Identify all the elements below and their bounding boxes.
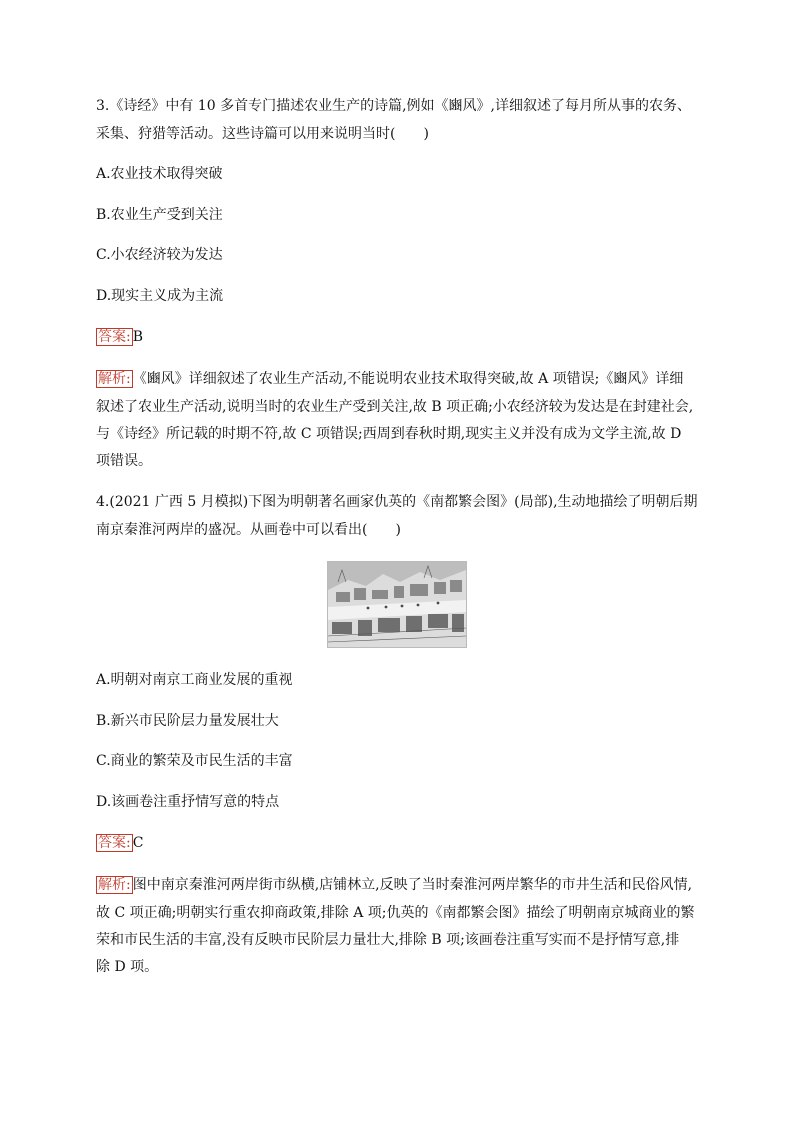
painting-sketch: [328, 562, 466, 647]
q4-option-d: D.该画卷注重抒情写意的特点: [96, 794, 280, 810]
answer-tag: 答案:: [98, 329, 131, 345]
q3-analysis-line-2: 叙述了农业生产活动,说明当时的农业生产受到关注,故 B 项正确;小农经济较为发达是在封建社会,: [96, 399, 694, 415]
painting-image: [327, 561, 467, 648]
q4-answer: [96, 833, 706, 853]
q4-stem-line-2: 南京秦淮河两岸的盛况。从画卷中可以看出( ): [96, 522, 401, 538]
q4-answer-value: C: [132, 835, 144, 851]
q3-option-a: A.农业技术取得突破: [96, 166, 223, 182]
q3-option-d: D.现实主义成为主流: [96, 288, 224, 304]
q4-option-c: C.商业的繁荣及市民生活的丰富: [96, 753, 293, 769]
analysis-tag: 解析:: [98, 371, 131, 387]
q3-analysis-line-3: 与《诗经》所记载的时期不符,故 C 项错误;西周到春秋时期,现实主义并没有成为文学主流,故 D: [96, 426, 682, 442]
q3-stem-line-2: 采集、狩猎等活动。这些诗篇可以用来说明当时( ): [96, 126, 429, 142]
q4-analysis-line-3: 荣和市民生活的丰富,没有反映市民阶层力量壮大,排除 B 项;该画卷注重写实而不是抒情写意,排: [96, 932, 680, 948]
answer-tag: 答案:: [98, 835, 131, 851]
q3-analysis-line-1: [96, 369, 706, 389]
q4-analysis-line-2: 故 C 项正确;明朝实行重农抑商政策,排除 A 项;仇英的《南都繁会图》描绘了明朝南京城商业的繁: [96, 905, 695, 921]
q3-option-b: B.农业生产受到关注: [96, 207, 223, 223]
analysis-tag: 解析:: [98, 877, 131, 893]
q4-analysis-line-4: 除 D 项。: [96, 959, 159, 975]
q4-analysis-text-1: 图中南京秦淮河两岸街市纵横,店铺林立,反映了当时秦淮河两岸繁华的市井生活和民俗风情,: [132, 877, 693, 893]
q4-analysis-line-1: [96, 875, 706, 895]
q3-answer-value: B: [132, 329, 144, 345]
q4-option-b: B.新兴市民阶层力量发展壮大: [96, 713, 279, 729]
q3-analysis-text-1: 《豳风》详细叙述了农业生产活动,不能说明农业技术取得突破,故 A 项错误;《豳风》详细: [132, 371, 684, 387]
q4-option-a: A.明朝对南京工商业发展的重视: [96, 672, 293, 688]
q3-stem-line-1: 3.《诗经》中有 10 多首专门描述农业生产的诗篇,例如《豳风》,详细叙述了每月所从事的农务、: [96, 98, 691, 114]
q4-stem-line-1: 4.(2021 广西 5 月模拟)下图为明朝著名画家仇英的《南都繁会图》(局部),生动地描绘了明朝后期: [96, 494, 698, 510]
q3-analysis-line-4: 项错误。: [96, 453, 152, 469]
q3-answer: [96, 327, 706, 347]
q3-option-c: C.小农经济较为发达: [96, 247, 223, 263]
